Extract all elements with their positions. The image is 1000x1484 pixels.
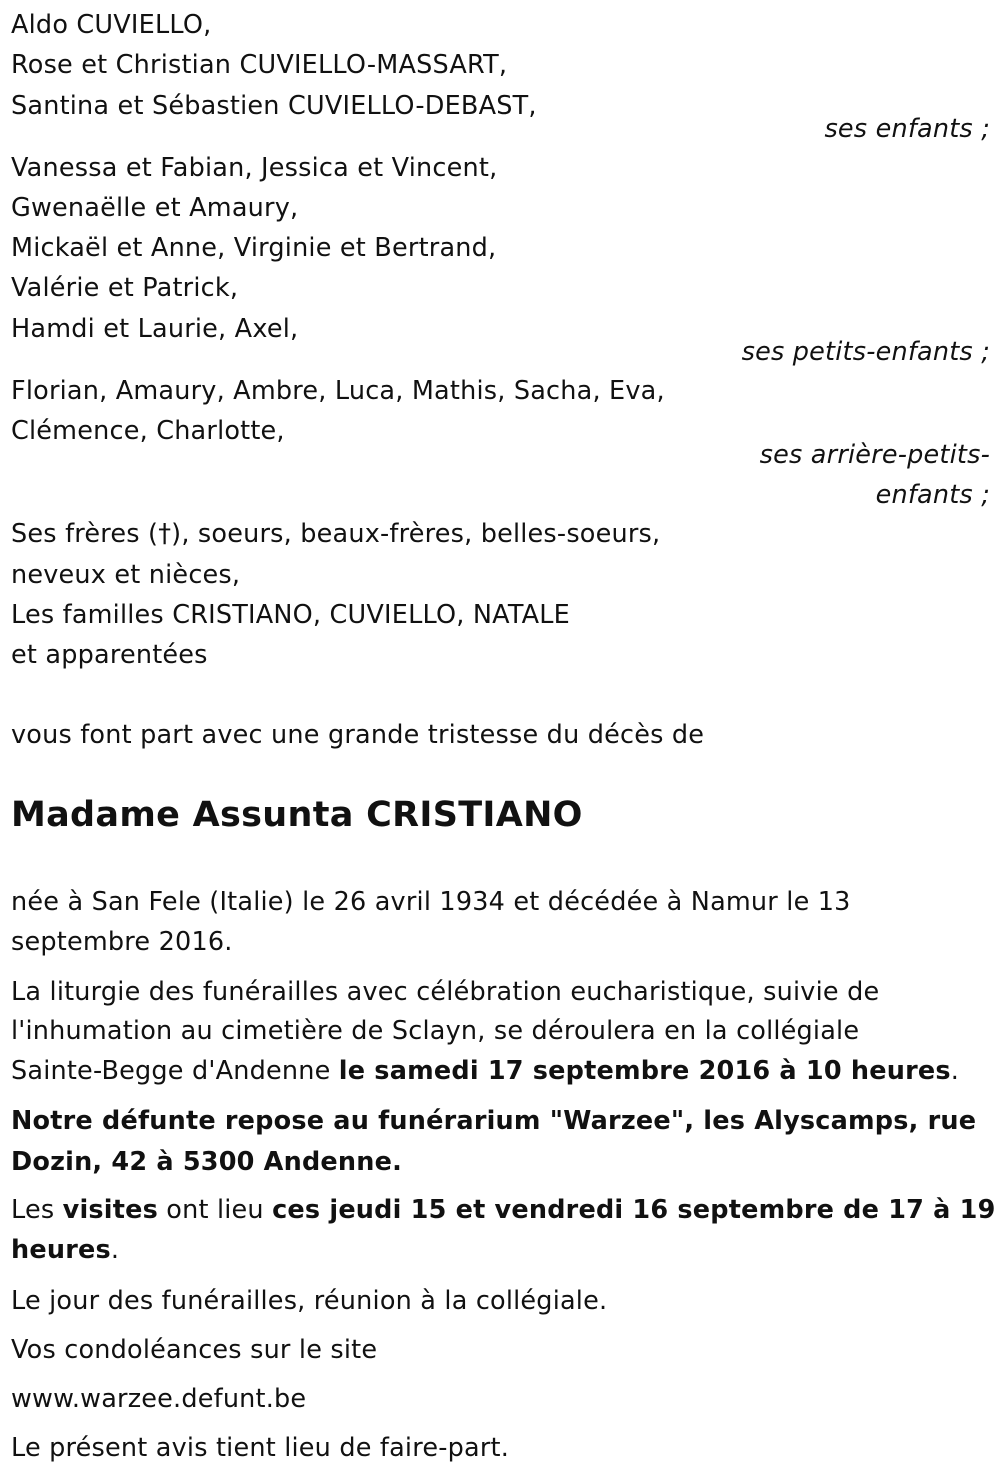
- liturgy-line: La liturgie des funérailles avec célébration eucharistique, suivie de: [11, 977, 880, 1007]
- liturgy-line: l'inhumation au cimetière de Sclayn, se déroulera en la collégiale: [11, 1016, 860, 1046]
- relation-label: enfants ;: [875, 480, 990, 510]
- visits-text: ont lieu: [158, 1195, 273, 1225]
- family-line-part: Ses frères (: [11, 519, 159, 549]
- family-line: Vanessa et Fabian, Jessica et Vincent,: [11, 153, 498, 183]
- family-line: Gwenaëlle et Amaury,: [11, 193, 299, 223]
- funerarium-line: [11, 1142, 402, 1182]
- family-line: Clémence, Charlotte,: [11, 416, 285, 446]
- liturgy-text: Sainte-Begge d'Andenne: [11, 1056, 339, 1086]
- announcement: vous font part avec une grande tristesse du décès de: [11, 720, 705, 750]
- liturgy-line: [11, 1051, 959, 1091]
- family-line: Rose et Christian CUVIELLO-MASSART,: [11, 50, 508, 80]
- closing-line: Le présent avis tient lieu de faire-part.: [11, 1433, 510, 1463]
- birth-death-line: septembre 2016.: [11, 927, 233, 957]
- visits-dates: ces jeudi 15 et vendredi 16 septembre de 17 à 19: [272, 1195, 996, 1225]
- funeral-date: le samedi 17 septembre 2016 à 10 heures: [338, 1056, 951, 1086]
- family-line: Aldo CUVIELLO,: [11, 10, 212, 40]
- family-line: Hamdi et Laurie, Axel,: [11, 314, 299, 344]
- family-line: neveux et nièces,: [11, 560, 241, 590]
- relation-label: ses petits-enfants ;: [741, 337, 990, 367]
- visits-text: Les: [11, 1195, 63, 1225]
- family-line-part: ), soeurs, beaux-frères, belles-soeurs,: [171, 519, 661, 549]
- cross-symbol: †: [158, 519, 172, 549]
- family-line: Mickaël et Anne, Virginie et Bertrand,: [11, 233, 497, 263]
- relation-label: ses enfants ;: [824, 114, 990, 144]
- family-line: Florian, Amaury, Ambre, Luca, Mathis, Sacha, Eva,: [11, 376, 665, 406]
- funerarium-line: [11, 1101, 976, 1141]
- visits-line: [11, 1190, 996, 1230]
- funerarium-text: Dozin, 42 à 5300 Andenne.: [11, 1147, 403, 1177]
- visits-line: [11, 1230, 119, 1270]
- visits-keyword: visites: [62, 1195, 158, 1225]
- meeting-line: Le jour des funérailles, réunion à la collégiale.: [11, 1286, 608, 1316]
- family-line: Valérie et Patrick,: [11, 273, 239, 303]
- family-line: [11, 514, 660, 554]
- visits-dates: heures: [11, 1235, 111, 1265]
- website-link[interactable]: www.warzee.defunt.be: [11, 1384, 307, 1414]
- funerarium-text: Notre défunte repose au funérarium "Warzee", les Alyscamps, rue: [11, 1106, 977, 1136]
- family-line: Santina et Sébastien CUVIELLO-DEBAST,: [11, 91, 537, 121]
- deceased-name: Madame Assunta CRISTIANO: [11, 795, 583, 835]
- visits-text: .: [110, 1235, 120, 1265]
- birth-death-line: née à San Fele (Italie) le 26 avril 1934 et décédée à Namur le 13: [11, 887, 851, 917]
- family-line: Les familles CRISTIANO, CUVIELLO, NATALE: [11, 600, 570, 630]
- family-line: et apparentées: [11, 640, 208, 670]
- liturgy-text: .: [950, 1056, 960, 1086]
- condolences-line: Vos condoléances sur le site: [11, 1335, 378, 1365]
- relation-label: ses arrière-petits-: [759, 440, 990, 470]
